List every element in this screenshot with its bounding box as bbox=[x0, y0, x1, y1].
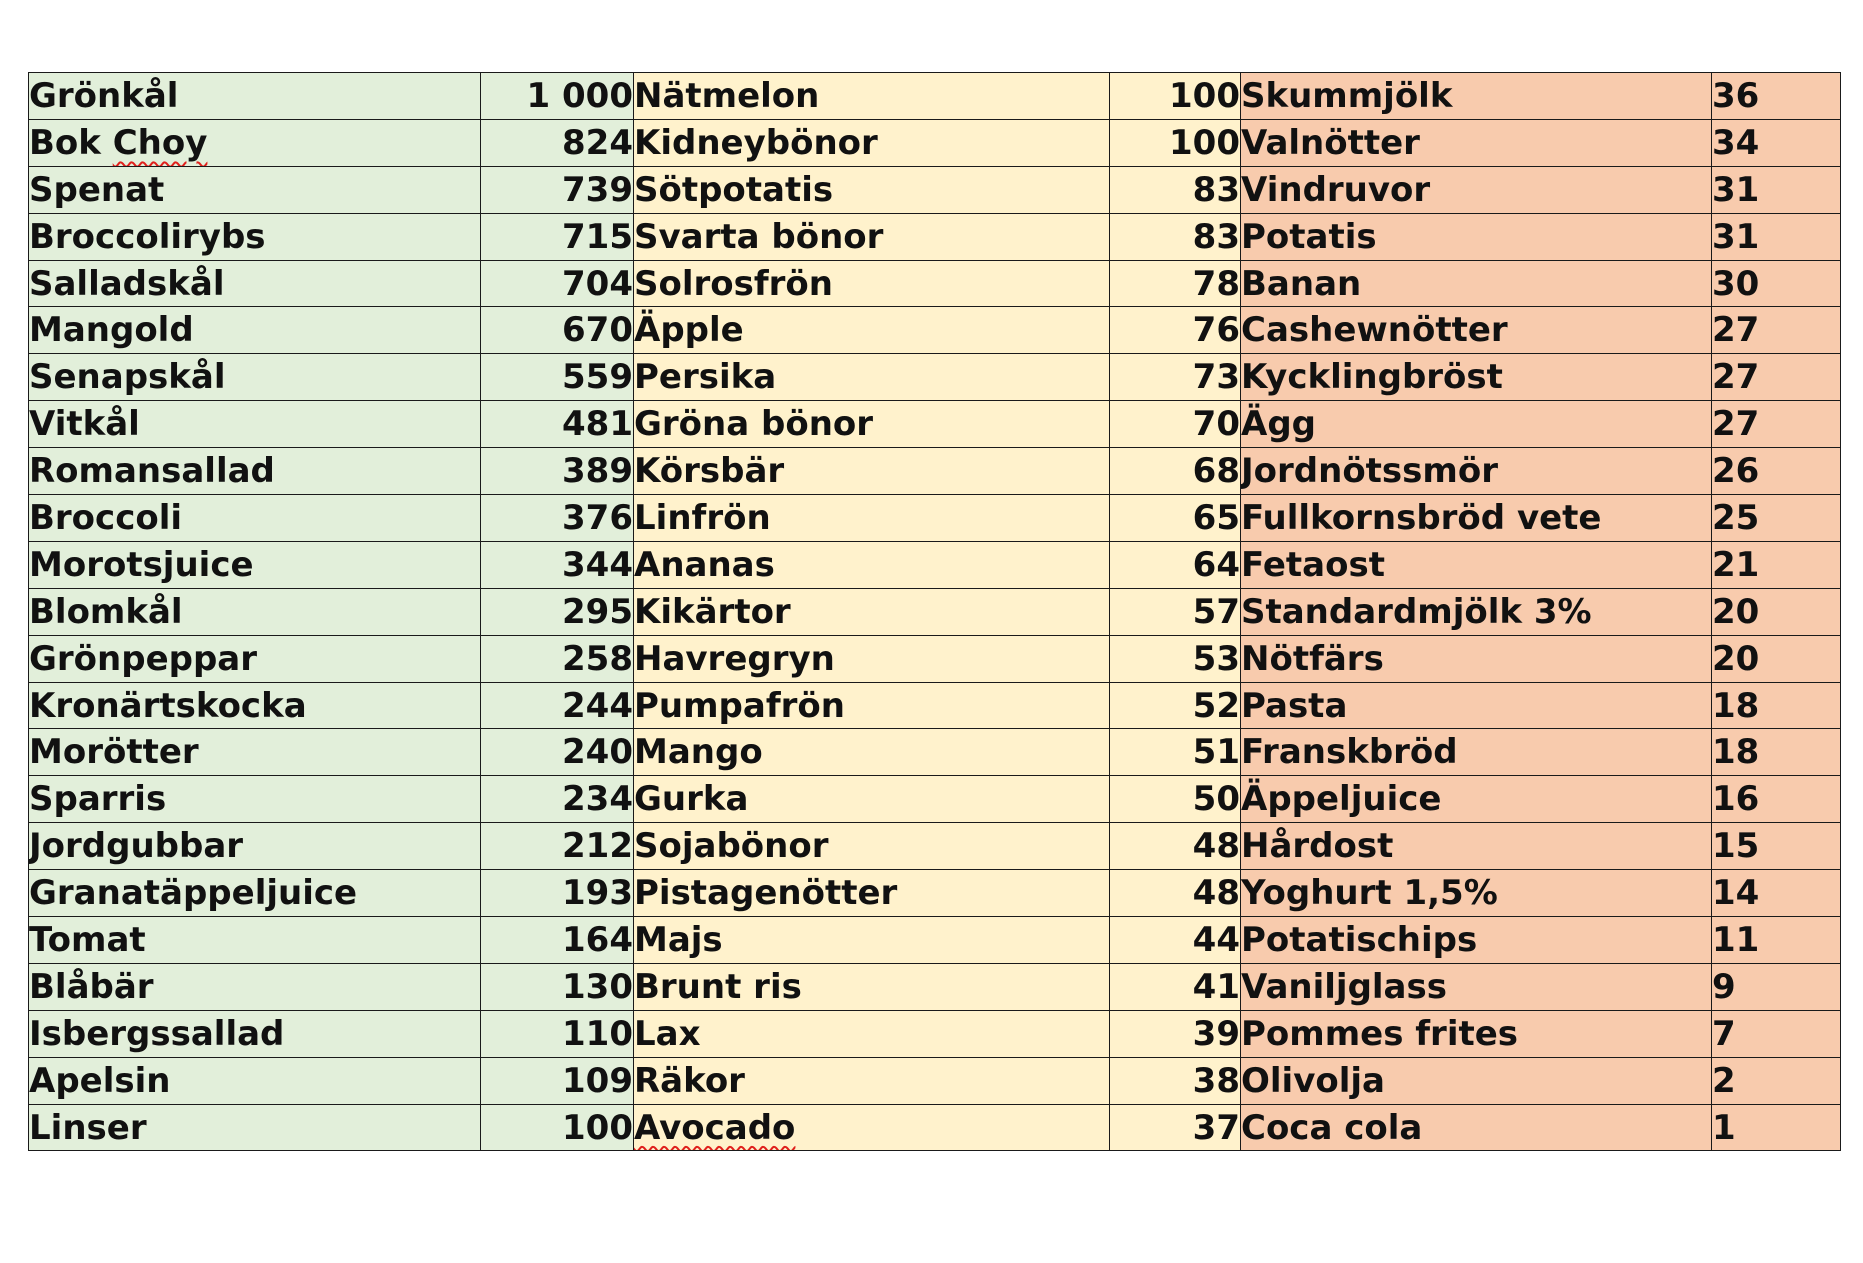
value-cell-orange: 27 bbox=[1712, 354, 1841, 401]
value-cell-yellow: 83 bbox=[1110, 166, 1241, 213]
value-cell-orange: 27 bbox=[1712, 307, 1841, 354]
value-cell-yellow: 37 bbox=[1110, 1104, 1241, 1151]
food-name-cell-yellow: Äpple bbox=[634, 307, 1110, 354]
value-cell-green: 481 bbox=[481, 401, 634, 448]
table-row bbox=[29, 1010, 1841, 1057]
food-name-cell-orange: Banan bbox=[1241, 260, 1712, 307]
food-name-cell-green: Grönpeppar bbox=[29, 635, 481, 682]
table-row bbox=[29, 541, 1841, 588]
value-cell-green: 824 bbox=[481, 119, 634, 166]
food-name-cell-green: Isbergssallad bbox=[29, 1010, 481, 1057]
value-cell-orange: 34 bbox=[1712, 119, 1841, 166]
food-name-cell-green: Broccolirybs bbox=[29, 213, 481, 260]
food-name-cell-orange: Jordnötssmör bbox=[1241, 448, 1712, 495]
value-cell-green: 670 bbox=[481, 307, 634, 354]
food-name-cell-orange: Nötfärs bbox=[1241, 635, 1712, 682]
value-cell-yellow: 68 bbox=[1110, 448, 1241, 495]
food-name-cell-yellow: Havregryn bbox=[634, 635, 1110, 682]
value-cell-yellow: 78 bbox=[1110, 260, 1241, 307]
value-cell-yellow: 39 bbox=[1110, 1010, 1241, 1057]
value-cell-orange: 1 bbox=[1712, 1104, 1841, 1151]
food-name-cell-green: Tomat bbox=[29, 917, 481, 964]
food-name-cell-green: Broccoli bbox=[29, 495, 481, 542]
food-name-cell-green: Senapskål bbox=[29, 354, 481, 401]
value-cell-green: 164 bbox=[481, 917, 634, 964]
value-cell-orange: 21 bbox=[1712, 541, 1841, 588]
food-name-cell-yellow: Pumpafrön bbox=[634, 682, 1110, 729]
value-cell-orange: 16 bbox=[1712, 776, 1841, 823]
table-row bbox=[29, 119, 1841, 166]
value-cell-yellow: 50 bbox=[1110, 776, 1241, 823]
value-cell-yellow: 57 bbox=[1110, 588, 1241, 635]
value-cell-green: 739 bbox=[481, 166, 634, 213]
food-name-cell-orange: Vindruvor bbox=[1241, 166, 1712, 213]
food-name-cell-orange: Vaniljglass bbox=[1241, 963, 1712, 1010]
value-cell-orange: 27 bbox=[1712, 401, 1841, 448]
food-name-cell-yellow: Linfrön bbox=[634, 495, 1110, 542]
value-cell-orange: 30 bbox=[1712, 260, 1841, 307]
food-name-cell-yellow: Kikärtor bbox=[634, 588, 1110, 635]
value-cell-yellow: 70 bbox=[1110, 401, 1241, 448]
food-name-cell-orange: Potatis bbox=[1241, 213, 1712, 260]
food-name-cell-orange: Pommes frites bbox=[1241, 1010, 1712, 1057]
food-name-cell-green: Jordgubbar bbox=[29, 823, 481, 870]
table-row bbox=[29, 307, 1841, 354]
spellcheck-word: Choy bbox=[112, 122, 208, 163]
value-cell-yellow: 65 bbox=[1110, 495, 1241, 542]
food-name-cell-green: Spenat bbox=[29, 166, 481, 213]
value-cell-orange: 26 bbox=[1712, 448, 1841, 495]
value-cell-orange: 18 bbox=[1712, 682, 1841, 729]
food-name-cell-green: Bok Choy bbox=[29, 119, 481, 166]
value-cell-green: 212 bbox=[481, 823, 634, 870]
food-name-cell-yellow: Räkor bbox=[634, 1057, 1110, 1104]
value-cell-green: 258 bbox=[481, 635, 634, 682]
food-name-cell-yellow: Solrosfrön bbox=[634, 260, 1110, 307]
food-name-cell-green: Blåbär bbox=[29, 963, 481, 1010]
table-row bbox=[29, 870, 1841, 917]
table-row bbox=[29, 213, 1841, 260]
value-cell-yellow: 76 bbox=[1110, 307, 1241, 354]
food-name-cell-green: Vitkål bbox=[29, 401, 481, 448]
table-row bbox=[29, 682, 1841, 729]
value-cell-yellow: 100 bbox=[1110, 119, 1241, 166]
value-cell-green: 110 bbox=[481, 1010, 634, 1057]
table-row bbox=[29, 401, 1841, 448]
food-name-cell-green: Grönkål bbox=[29, 73, 481, 120]
table-row bbox=[29, 495, 1841, 542]
value-cell-green: 234 bbox=[481, 776, 634, 823]
food-name-cell-green: Kronärtskocka bbox=[29, 682, 481, 729]
food-name-cell-yellow bbox=[634, 1104, 1110, 1151]
value-cell-yellow: 38 bbox=[1110, 1057, 1241, 1104]
table-row bbox=[29, 635, 1841, 682]
value-cell-green: 100 bbox=[481, 1104, 634, 1151]
table-row bbox=[29, 1057, 1841, 1104]
value-cell-orange: 7 bbox=[1712, 1010, 1841, 1057]
food-name-cell-orange: Potatischips bbox=[1241, 917, 1712, 964]
value-cell-orange: 11 bbox=[1712, 917, 1841, 964]
value-cell-green: 109 bbox=[481, 1057, 634, 1104]
table-row bbox=[29, 354, 1841, 401]
food-name-cell-yellow: Svarta bönor bbox=[634, 213, 1110, 260]
table-row bbox=[29, 963, 1841, 1010]
food-name-cell-yellow: Mango bbox=[634, 729, 1110, 776]
value-cell-green: 193 bbox=[481, 870, 634, 917]
food-name-cell-orange: Hårdost bbox=[1241, 823, 1712, 870]
food-name-cell-orange: Valnötter bbox=[1241, 119, 1712, 166]
table-row bbox=[29, 260, 1841, 307]
value-cell-yellow: 64 bbox=[1110, 541, 1241, 588]
food-name-cell-orange: Kycklingbröst bbox=[1241, 354, 1712, 401]
food-name-cell-green: Granatäppeljuice bbox=[29, 870, 481, 917]
food-name-cell-green: Salladskål bbox=[29, 260, 481, 307]
value-cell-orange: 15 bbox=[1712, 823, 1841, 870]
food-name-cell-green: Sparris bbox=[29, 776, 481, 823]
value-cell-green: 240 bbox=[481, 729, 634, 776]
table-row bbox=[29, 776, 1841, 823]
table-row bbox=[29, 588, 1841, 635]
food-name-cell-yellow: Ananas bbox=[634, 541, 1110, 588]
value-cell-orange: 2 bbox=[1712, 1057, 1841, 1104]
food-name-cell-yellow: Sötpotatis bbox=[634, 166, 1110, 213]
value-cell-yellow: 48 bbox=[1110, 823, 1241, 870]
food-name-cell-yellow: Majs bbox=[634, 917, 1110, 964]
food-name-cell-orange: Olivolja bbox=[1241, 1057, 1712, 1104]
food-name-cell-yellow: Gurka bbox=[634, 776, 1110, 823]
food-name-cell-yellow: Persika bbox=[634, 354, 1110, 401]
food-name-cell-orange: Franskbröd bbox=[1241, 729, 1712, 776]
value-cell-green: 244 bbox=[481, 682, 634, 729]
value-cell-orange: 20 bbox=[1712, 588, 1841, 635]
value-cell-yellow: 100 bbox=[1110, 73, 1241, 120]
food-name-cell-green: Morotsjuice bbox=[29, 541, 481, 588]
table-row bbox=[29, 729, 1841, 776]
value-cell-yellow: 83 bbox=[1110, 213, 1241, 260]
value-cell-green: 376 bbox=[481, 495, 634, 542]
value-cell-yellow: 53 bbox=[1110, 635, 1241, 682]
value-cell-green: 704 bbox=[481, 260, 634, 307]
table-row bbox=[29, 448, 1841, 495]
food-name-cell-orange: Coca cola bbox=[1241, 1104, 1712, 1151]
value-cell-green: 715 bbox=[481, 213, 634, 260]
food-name-cell-orange: Ägg bbox=[1241, 401, 1712, 448]
food-name-cell-orange: Cashewnötter bbox=[1241, 307, 1712, 354]
value-cell-orange: 18 bbox=[1712, 729, 1841, 776]
value-cell-orange: 31 bbox=[1712, 166, 1841, 213]
table-body bbox=[29, 73, 1841, 1151]
value-cell-green: 559 bbox=[481, 354, 634, 401]
food-name-cell-orange: Äppeljuice bbox=[1241, 776, 1712, 823]
value-cell-yellow: 52 bbox=[1110, 682, 1241, 729]
food-name-cell-orange: Yoghurt 1,5% bbox=[1241, 870, 1712, 917]
food-name-cell-yellow: Körsbär bbox=[634, 448, 1110, 495]
value-cell-green: 389 bbox=[481, 448, 634, 495]
food-name-cell-orange: Standardmjölk 3% bbox=[1241, 588, 1712, 635]
value-cell-orange: 20 bbox=[1712, 635, 1841, 682]
table-row bbox=[29, 823, 1841, 870]
value-cell-orange: 31 bbox=[1712, 213, 1841, 260]
food-name-cell-yellow: Brunt ris bbox=[634, 963, 1110, 1010]
food-name-cell-green: Linser bbox=[29, 1104, 481, 1151]
food-name-cell-green: Romansallad bbox=[29, 448, 481, 495]
food-name-cell-orange: Pasta bbox=[1241, 682, 1712, 729]
table-row bbox=[29, 166, 1841, 213]
food-name-cell-orange: Fullkornsbröd vete bbox=[1241, 495, 1712, 542]
table-row bbox=[29, 73, 1841, 120]
value-cell-yellow: 51 bbox=[1110, 729, 1241, 776]
food-name-cell-yellow: Kidneybönor bbox=[634, 119, 1110, 166]
value-cell-orange: 9 bbox=[1712, 963, 1841, 1010]
food-name-cell-orange: Skummjölk bbox=[1241, 73, 1712, 120]
food-name-cell-yellow: Gröna bönor bbox=[634, 401, 1110, 448]
value-cell-green: 344 bbox=[481, 541, 634, 588]
food-name-cell-green: Mangold bbox=[29, 307, 481, 354]
food-name-cell-yellow: Nätmelon bbox=[634, 73, 1110, 120]
food-value-table bbox=[28, 72, 1841, 1151]
food-name-cell-yellow: Lax bbox=[634, 1010, 1110, 1057]
value-cell-yellow: 44 bbox=[1110, 917, 1241, 964]
value-cell-yellow: 41 bbox=[1110, 963, 1241, 1010]
value-cell-green: 295 bbox=[481, 588, 634, 635]
value-cell-orange: 14 bbox=[1712, 870, 1841, 917]
food-name-cell-orange: Fetaost bbox=[1241, 541, 1712, 588]
spellcheck-word: Avocado bbox=[634, 1107, 796, 1148]
food-name-cell-yellow: Sojabönor bbox=[634, 823, 1110, 870]
table-row bbox=[29, 917, 1841, 964]
table-row bbox=[29, 1104, 1841, 1151]
value-cell-green: 1 000 bbox=[481, 73, 634, 120]
value-cell-orange: 25 bbox=[1712, 495, 1841, 542]
food-name-cell-green: Apelsin bbox=[29, 1057, 481, 1104]
food-name-cell-green: Morötter bbox=[29, 729, 481, 776]
value-cell-yellow: 73 bbox=[1110, 354, 1241, 401]
value-cell-orange: 36 bbox=[1712, 73, 1841, 120]
food-name-cell-green: Blomkål bbox=[29, 588, 481, 635]
value-cell-green: 130 bbox=[481, 963, 634, 1010]
food-name-cell-yellow: Pistagenötter bbox=[634, 870, 1110, 917]
value-cell-yellow: 48 bbox=[1110, 870, 1241, 917]
